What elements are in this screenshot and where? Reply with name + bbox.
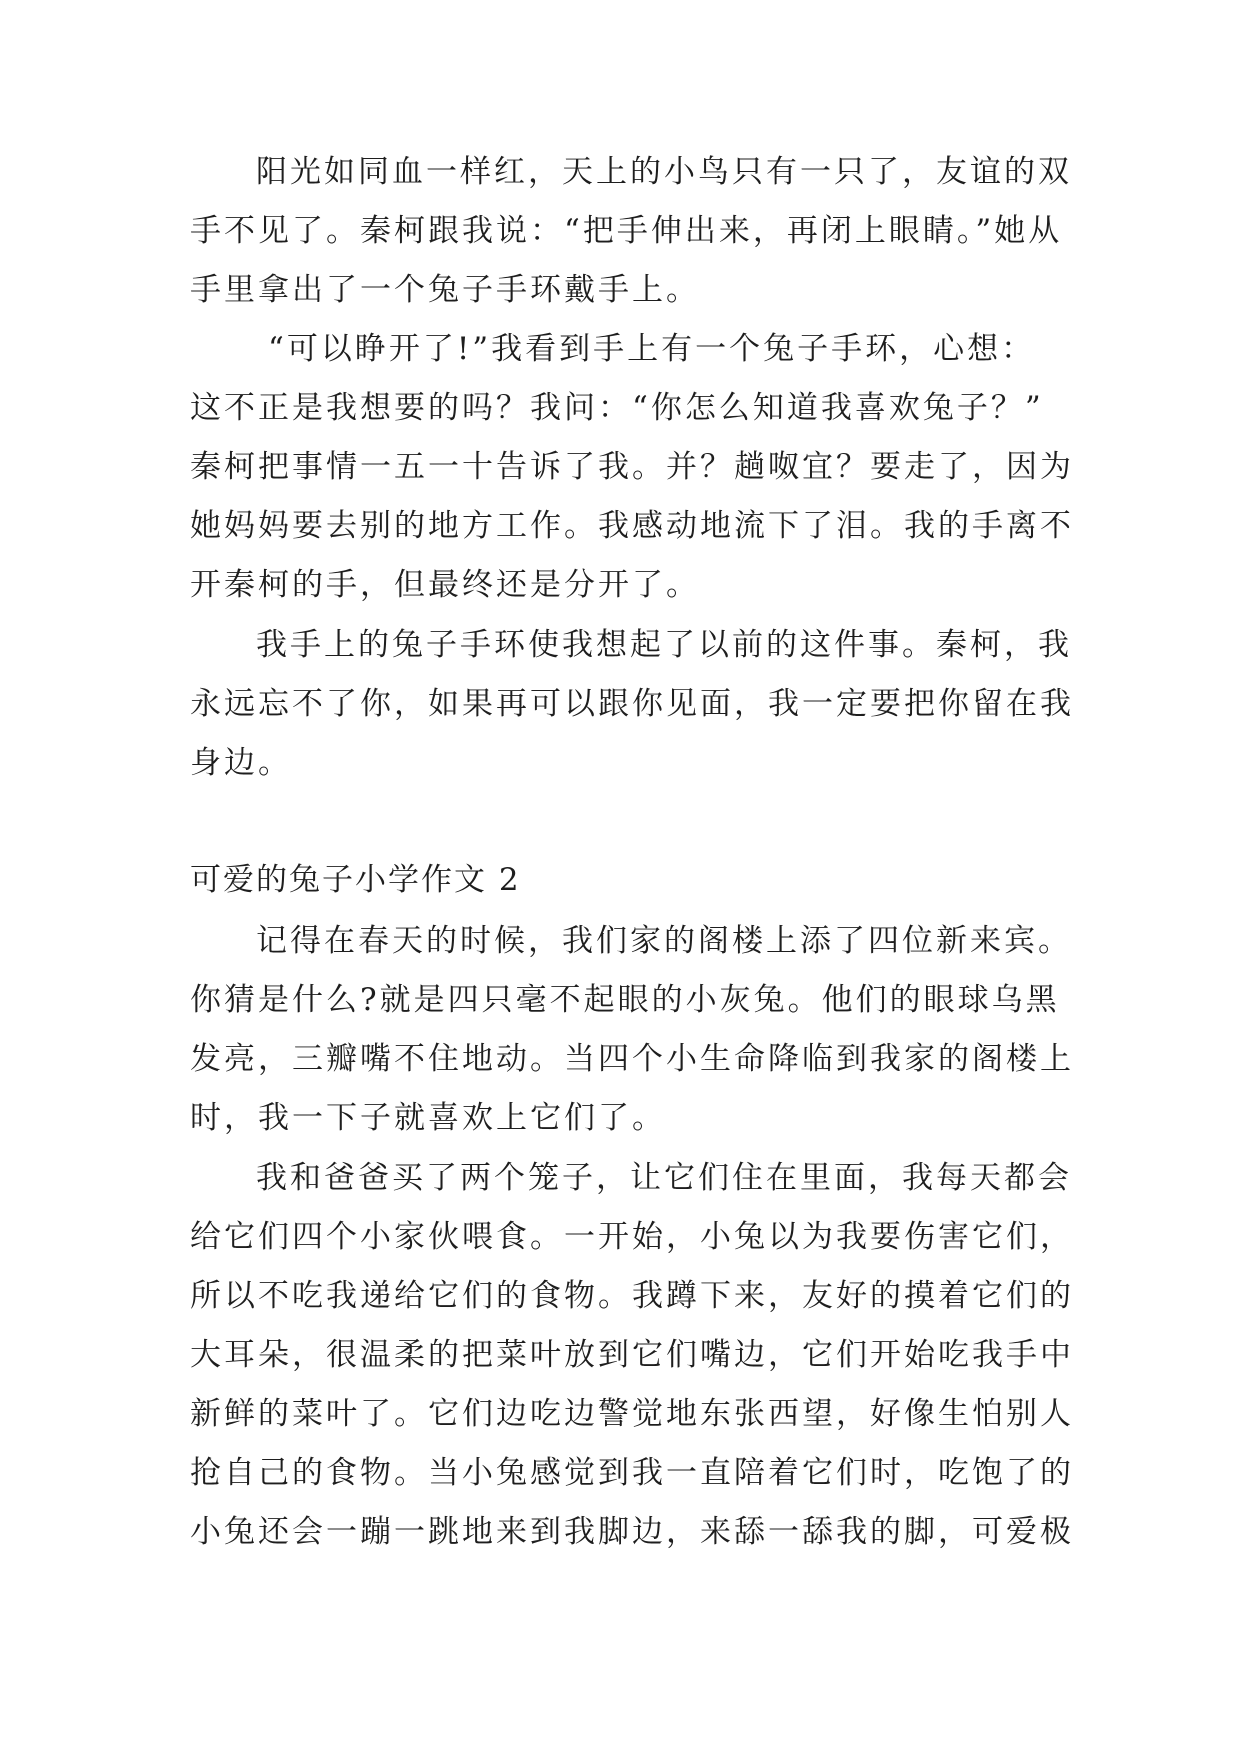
paragraph-line: 手不见了。秦柯跟我说：“把手伸出来，再闭上眼睛。”她从 [190, 213, 1063, 249]
paragraph-line: 抢自己的食物。当小兔感觉到我一直陪着它们时，吃饱了的 [190, 1455, 1074, 1491]
section-title: 可爱的兔子小学作文 2 [190, 862, 521, 898]
paragraph-line: 开秦柯的手，但最终还是分开了。 [190, 567, 700, 603]
paragraph-line: 永远忘不了你，如果再可以跟你见面，我一定要把你留在我 [190, 686, 1074, 722]
paragraph-line: “可以睁开了!”我看到手上有一个兔子手环，心想： [268, 331, 1036, 367]
paragraph-line: 小兔还会一蹦一跳地来到我脚边，来舔一舔我的脚，可爱极 [190, 1514, 1074, 1550]
paragraph-line: 手里拿出了一个兔子手环戴手上。 [190, 272, 700, 308]
paragraph-line: 时，我一下子就喜欢上它们了。 [190, 1100, 666, 1136]
paragraph-line: 我和爸爸买了两个笼子，让它们住在里面，我每天都会 [256, 1160, 1072, 1196]
paragraph-line: 大耳朵，很温柔的把菜叶放到它们嘴边，它们开始吃我手中 [190, 1337, 1074, 1373]
paragraph-line: 所以不吃我递给它们的食物。我蹲下来，友好的摸着它们的 [190, 1278, 1074, 1314]
paragraph-line: 给它们四个小家伙喂食。一开始，小兔以为我要伤害它们， [190, 1219, 1074, 1255]
paragraph-line: 记得在春天的时候，我们家的阁楼上添了四位新来宾。 [256, 923, 1072, 959]
paragraph-line: 我手上的兔子手环使我想起了以前的这件事。秦柯，我 [256, 627, 1072, 663]
paragraph-line: 你猜是什么?就是四只毫不起眼的小灰兔。他们的眼球乌黑 [190, 982, 1060, 1018]
paragraph-line: 这不正是我想要的吗？我问：“你怎么知道我喜欢兔子？” [190, 390, 1044, 426]
paragraph-line: 身边。 [190, 745, 292, 781]
paragraph-line: 她妈妈要去别的地方工作。我感动地流下了泪。我的手离不 [190, 508, 1074, 544]
paragraph-line: 阳光如同血一样红，天上的小鸟只有一只了，友谊的双 [256, 154, 1072, 190]
paragraph-line: 新鲜的菜叶了。它们边吃边警觉地东张西望，好像生怕别人 [190, 1396, 1074, 1432]
paragraph-line: 发亮，三瓣嘴不住地动。当四个小生命降临到我家的阁楼上 [190, 1041, 1074, 1077]
paragraph-line: 秦柯把事情一五一十告诉了我。并？趟呶宜？要走了，因为 [190, 449, 1074, 485]
